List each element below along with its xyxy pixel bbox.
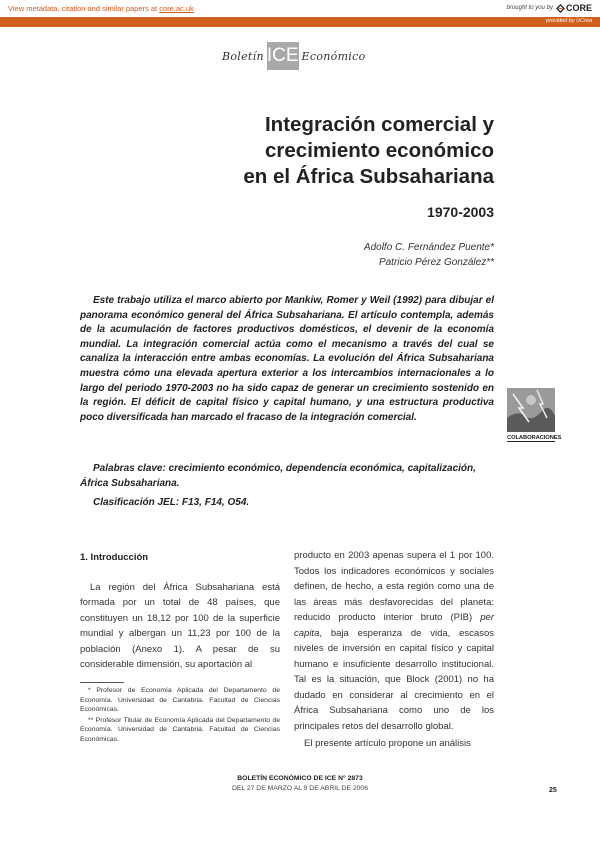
page-number: 25 [549, 787, 557, 794]
author-1: Adolfo C. Fernández Puente* [363, 242, 494, 253]
authors [364, 240, 494, 270]
brought-by-text: brought to you by [506, 5, 553, 11]
provider-bar [0, 17, 600, 27]
section-badge [507, 388, 562, 442]
colaboraciones-picture [507, 388, 555, 432]
footer-journal: BOLETÍN ECONÓMICO DE ICE N° 2873 [237, 775, 363, 782]
title-line-2: crecimiento económico [265, 139, 494, 162]
paragraph-segment: producto en 2003 apenas supera el 1 por 100. Todos los indicadores económicos y sociales definen, de hecho, a esta región como una de las áreas más desfavorecidas del planeta: reducido producto interior bruto (PIB) [294, 550, 494, 623]
section-label: COLABORACIONES [507, 435, 562, 441]
footnote-divider [80, 682, 124, 683]
intro-paragraph-right-2: El presente artículo propone un análisis [304, 738, 471, 749]
abstract-text: Este trabajo utiliza el marco abierto por Mankiw, Romer y Weil (1992) para dibujar el panorama económico general del África Subsahariana. El artículo contempla, además de la acumulación de factores productivos domésticos, el devenir de la economía mundial. La integración comercial actúa como el mecanismo a través del cual se canaliza la interacción entre ambas economías. La evolución del África Subsahariana muestra cómo una elevada apertura exterior a los intercambios internacionales a lo largo del periodo 1970-2003 no ha sido capaz de generar un crecimiento sostenido en la región. El déficit de capital físico y capital humano, y una estructura productiva poco diversificada han marcado el fracaso de la integración comercial. [80, 295, 494, 423]
italic-term: per capita [294, 612, 494, 639]
metadata-link[interactable] [8, 4, 194, 13]
intro-paragraph-right [294, 548, 494, 734]
footnote-2: ** Profesor Titular de Economía Aplicada del Departamento de Economía. Universidad de Cantabria. Facultad de Ciencias Económicas. [80, 716, 280, 743]
keywords [80, 462, 494, 491]
provided-by-text: provided by UCrea [546, 18, 592, 24]
journal-logo-right-word: Económico [301, 49, 366, 63]
journal-logo [222, 42, 366, 70]
section-heading: 1. Introducción [80, 552, 149, 563]
core-header [0, 0, 600, 17]
page-footer [0, 774, 600, 794]
journal-logo-box: ICE [267, 42, 299, 70]
paragraph-segment: , baja esperanza de vida, escasos niveles de inversión en capital físico y capital humano e insuficiente desarrollo institucional. Tal es la situación, que Block (2001) no ha dudado en considerar al crecimiento en el África Subsahariana como uno de los principales retos del desarrollo global. [294, 627, 494, 732]
title-line-1: Integración comercial y [264, 113, 494, 136]
right-column [294, 548, 494, 752]
landscape-icon [507, 388, 555, 432]
core-branding[interactable] [507, 3, 592, 13]
keywords-text: Palabras clave: crecimiento económico, dependencia económica, capitalización, África Subsahariana. [80, 463, 476, 489]
author-2: Patricio Pérez González** [378, 257, 494, 268]
abstract [80, 294, 494, 425]
intro-paragraph-left: La región del África Subsahariana está formada por un total de 48 países, que constituyen un 18,12 por 100 de la superficie mundial y albergan un 11,23 por 100 de la población (Anexo 1). A pesar de su considerable dimensión, su aportación al [80, 581, 280, 670]
journal-logo-left-word: Boletín [222, 49, 264, 63]
article-years: 1970-2003 [427, 204, 494, 220]
core-link[interactable]: core.ac.uk [159, 4, 194, 13]
core-label: CORE [565, 3, 592, 13]
footnotes [80, 686, 280, 746]
left-column [80, 550, 280, 673]
footer-date: DEL 27 DE MARZO AL 9 DE ABRIL DE 2006 [232, 785, 368, 792]
core-logo [556, 3, 592, 13]
article-title [243, 112, 494, 190]
jel-classification: Clasificación JEL: F13, F14, O54. [93, 497, 250, 508]
footnote-1: * Profesor de Economía Aplicada del Departamento de Economía. Universidad de Cantabria. Facultad de Ciencias Económicas. [80, 687, 280, 714]
core-icon [556, 4, 565, 13]
metadata-text: View metadata, citation and similar papers at [8, 4, 160, 13]
title-line-3: en el África Subsahariana [243, 165, 494, 188]
